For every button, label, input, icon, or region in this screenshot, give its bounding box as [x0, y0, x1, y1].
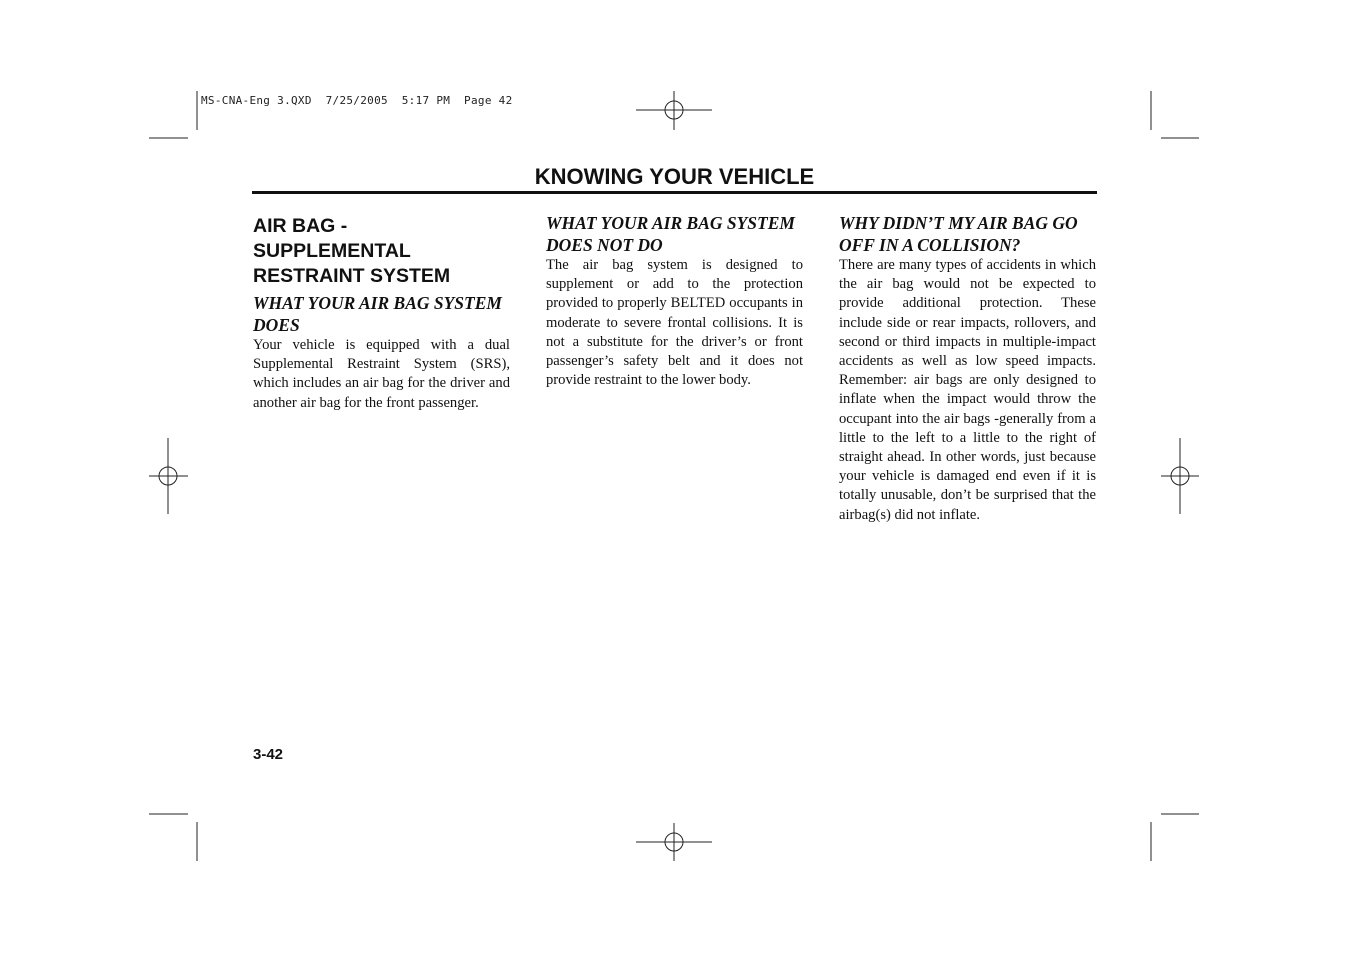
main-heading: AIR BAG - SUPPLEMENTAL RESTRAINT SYSTEM — [253, 215, 451, 287]
section-header: KNOWING YOUR VEHICLE — [534, 164, 815, 189]
sub-heading: WHAT YOUR AIR BAG SYSTEM DOES — [253, 293, 502, 335]
registration-mark-left — [149, 438, 188, 514]
header-rule — [252, 191, 1097, 194]
page-number: 3-42 — [253, 746, 284, 763]
registration-mark-right — [1161, 438, 1199, 514]
sub-heading: WHAT YOUR AIR BAG SYSTEM DOES NOT DO — [546, 213, 795, 255]
column-2 — [546, 212, 803, 390]
column-3 — [839, 212, 1096, 525]
body-paragraph: Your vehicle is equipped with a dual Supplemental Restraint System (SRS), which includes an air bag for the driver and another air bag for the front passenger. — [253, 337, 510, 411]
registration-mark-bottom — [636, 823, 712, 861]
registration-mark-top — [636, 91, 712, 130]
sub-heading: WHY DIDN’T MY AIR BAG GO OFF IN A COLLISION? — [839, 213, 1078, 255]
body-paragraph: There are many types of accidents in which the air bag would not be expected to provide additional protection. These include side or rear impacts, rollovers, and second or third impacts in multiple-impact accidents as well as low speed impacts. Remember: air bags are only designed to inflate when the impact would throw the occupant into the air bags -generally from a little to the left to a little to the right of straight ahead. In other words, just because your vehicle is damaged end even if it is totally unusable, don’t be surprised that the airbag(s) did not inflate. — [839, 257, 1096, 523]
file-slug-line: MS-CNA-Eng 3.QXD 7/25/2005 5:17 PM Page 42 — [201, 94, 513, 107]
column-1 — [253, 212, 510, 413]
body-paragraph: The air bag system is designed to supplement or add to the protection provided to properly BELTED occupants in moderate to severe frontal collisions. It is not a substitute for the driver’s or front passenger’s safety belt and it does not provide restraint to the lower body. — [546, 257, 803, 389]
